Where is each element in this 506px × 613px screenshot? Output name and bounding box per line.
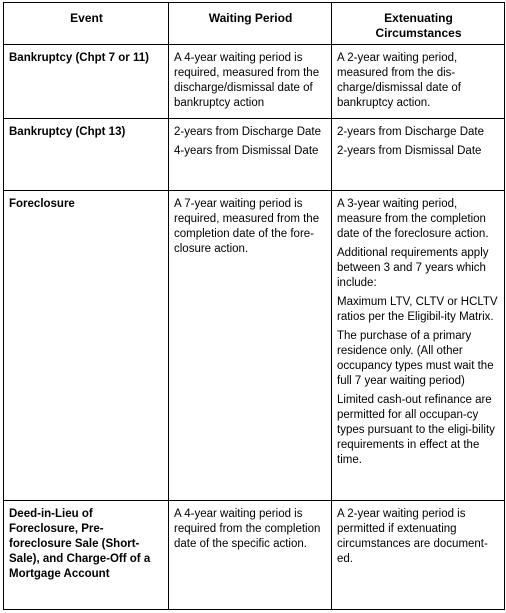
waiting-text: 2-years from Discharge Date <box>174 126 321 138</box>
extenuating-cell <box>332 501 505 610</box>
table-row <box>4 191 505 501</box>
header-extenuating-circumstances <box>332 3 505 45</box>
header-row <box>4 3 505 45</box>
table-row <box>4 119 505 191</box>
waiting-period-table <box>3 2 505 610</box>
event-cell: Deed-in-Lieu of Foreclosure, Pre-foreclosure Sale (Short-Sale), and Charge-Off of a Mortgage Account <box>4 501 169 610</box>
header-waiting-period: Waiting Period <box>169 3 332 45</box>
waiting-text: A 4-year waiting period is required from the completion date of the specific action. <box>174 508 321 550</box>
extenuating-text: Maximum LTV, CLTV or HCLTV ratios per the Eligibil-ity Matrix. <box>337 296 498 323</box>
waiting-cell <box>169 119 332 191</box>
extenuating-text: 2-years from Discharge Date <box>337 126 484 138</box>
waiting-cell <box>169 45 332 119</box>
extenuating-text: Additional requirements apply between 3 and 7 years which include: <box>337 247 489 289</box>
header-event: Event <box>4 3 169 45</box>
extenuating-text: 2-years from Dismissal Date <box>337 145 482 157</box>
extenuating-cell <box>332 119 505 191</box>
extenuating-text: A 3-year waiting period, measure from the completion date of the foreclosure action. <box>337 198 489 240</box>
event-cell: Bankruptcy (Chpt 7 or 11) <box>4 45 169 119</box>
header-extenuating-line2: Circumstances <box>375 26 462 40</box>
waiting-text: A 7-year waiting period is required, measured from the completion date of the fore-closure action. <box>174 198 320 255</box>
extenuating-text: A 2-year waiting period, measured from the dis-charge/dismissal date of bankruptcy action. <box>337 52 462 109</box>
extenuating-cell <box>332 45 505 119</box>
waiting-cell <box>169 191 332 501</box>
event-cell: Foreclosure <box>4 191 169 501</box>
table-row <box>4 501 505 610</box>
extenuating-text: Limited cash-out refinance are permitted for all occupan-cy types pursuant to the eligi-bility requirements in effect at the time. <box>337 394 495 466</box>
extenuating-text: The purchase of a primary residence only. (All other occupancy types must wait the full 7 year waiting period) <box>337 330 494 387</box>
extenuating-text: A 2-year waiting period is permitted if extenuating circumstances are document-ed. <box>337 508 488 565</box>
header-extenuating-line1: Extenuating <box>384 11 453 25</box>
extenuating-cell <box>332 191 505 501</box>
waiting-text: 4-years from Dismissal Date <box>174 145 319 157</box>
waiting-text: A 4-year waiting period is required, measured from the discharge/dismissal date of bankruptcy action <box>174 52 320 109</box>
table-row <box>4 45 505 119</box>
waiting-cell <box>169 501 332 610</box>
event-cell: Bankruptcy (Chpt 13) <box>4 119 169 191</box>
